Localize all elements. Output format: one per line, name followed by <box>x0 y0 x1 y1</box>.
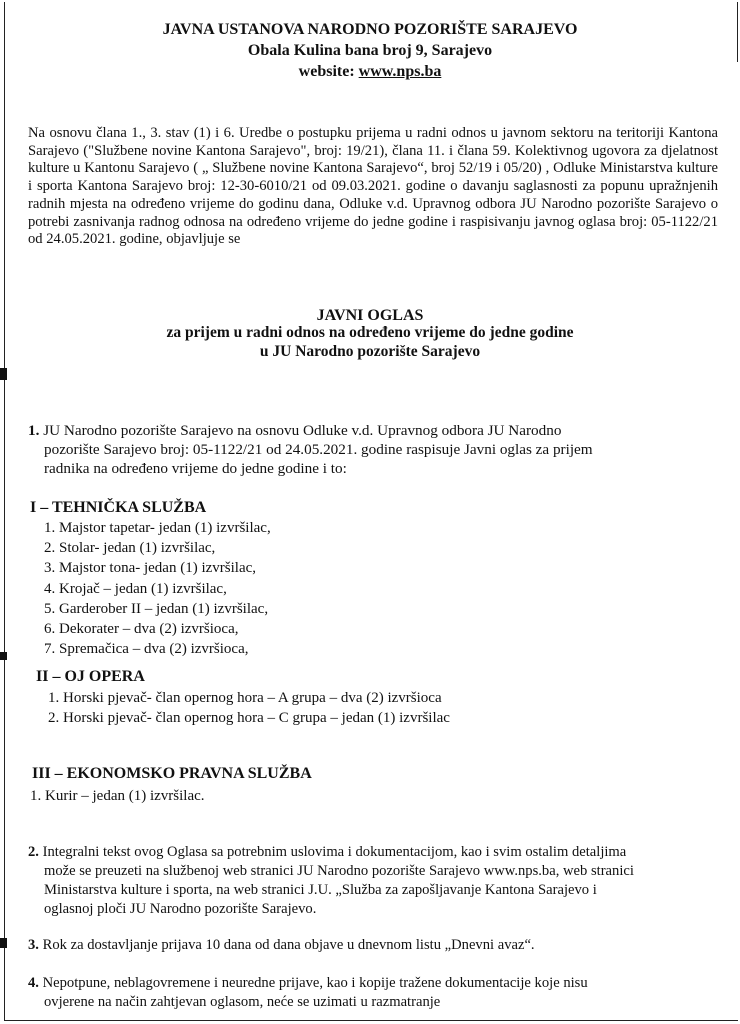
notice-subtitle-2: u JU Narodno pozorište Sarajevo <box>259 343 481 360</box>
institution-address: Obala Kulina bana broj 9, Sarajevo <box>247 42 493 59</box>
item-number: 2. <box>28 844 39 860</box>
section-title-economic-legal: III – EKONOMSKO PRAVNA SLUŽBA <box>32 765 312 782</box>
item-text: ovjerene na način zahtjevan oglasom, neće se uzimati u razmatranje <box>44 994 441 1010</box>
list-item: 1. Majstor tapetar- jedan (1) izvršilac, <box>44 520 271 536</box>
intro-paragraph: Na osnovu člana 1., 3. stav (1) i 6. Uredbe o postupku prijema u radni odnos u javnom sektoru na teritoriji Kantona Sarajevo ("Službene novine Kantona Sarajevo", broj: 19/21), člana 11. i člana 59. Kolektivnog ugovora za djelatnost kulture u Kantonu Sarajevo ( „ Službene novine Kantona Sarajevo“, broj 52/19 i 05/20) , Odluke Ministarstva kulture i sporta Kantona Sarajevo broj: 12-30-6010/21 od 09.03.2021. godine o davanju saglasnosti za popunu upražnjenih radnih mjesta na određeno vrijeme do godinu dana, Odluke v.d. Upravnog odbora JU Narodno pozorište Sarajevo o potrebi zasnivanja radnog odnosa na određeno vrijeme do jedne godine i raspisivanju javnog oglasa broj: 05-1122/21 od 24.05.2021. godine, objavljuje se <box>28 125 718 248</box>
website-label: website: <box>298 63 355 80</box>
list-item: 3. Majstor tona- jedan (1) izvršilac, <box>44 560 257 577</box>
item-text: JU Narodno pozorište Sarajevo na osnovu Odluke v.d. Upravnog odbora JU Narodno <box>43 422 562 439</box>
list-item: 5. Garderober II – jedan (1) izvršilac, <box>44 600 269 617</box>
binding-mark <box>0 938 7 948</box>
page-border-bottom <box>4 1020 738 1021</box>
item-3 <box>28 936 708 955</box>
item-text: Nepotpune, neblagovremene i neuredne prijave, kao i kopije tražene dokumentacije koje nisu <box>42 975 588 991</box>
item-text: oglasnoj ploči JU Narodno pozorište Sarajevo. <box>44 901 317 917</box>
website-link[interactable]: www.nps.ba <box>358 63 442 80</box>
binding-mark <box>0 652 7 660</box>
item-2 <box>28 843 708 919</box>
notice-title: JAVNI OGLAS <box>316 307 424 324</box>
item-4 <box>28 974 708 1012</box>
list-item: 1. Horski pjevač- član opernog hora – A grupa – dva (2) izvršioca <box>48 690 442 706</box>
item-number: 3. <box>28 937 39 953</box>
list-item: 6. Dekorater – dva (2) izvršioca, <box>44 621 239 638</box>
item-text: pozorište Sarajevo broj: 05-1122/21 od 24.05.2021. godine raspisuje Javni oglas za prijem <box>44 441 593 458</box>
list-opera <box>48 688 450 728</box>
list-technical <box>44 518 271 659</box>
list-item: 7. Spremačica – dva (2) izvršioca, <box>44 641 249 658</box>
page-border-left <box>4 2 5 1020</box>
item-number: 4. <box>28 975 39 991</box>
item-text: Rok za dostavljanje prijava 10 dana od dana objave u dnevnom listu „Dnevni avaz“. <box>42 937 535 953</box>
notice-subtitle: za prijem u radni odnos na određeno vrijeme do jedne godine <box>166 324 574 341</box>
item-text: može se preuzeti na službenoj web stranici JU Narodno pozorište Sarajevo www.nps.ba, web stranici <box>44 863 634 879</box>
list-item: 1. Kurir – jedan (1) izvršilac. <box>30 788 205 804</box>
item-text: Integralni tekst ovog Oglasa sa potrebnim uslovima i dokumentacijom, kao i svim ostalim detaljima <box>42 844 627 860</box>
section-title-technical: I – TEHNIČKA SLUŽBA <box>30 499 207 516</box>
list-item: 2. Stolar- jedan (1) izvršilac, <box>44 540 216 557</box>
list-item: 4. Krojač – jedan (1) izvršilac, <box>44 580 227 597</box>
item-number: 1. <box>28 422 40 439</box>
item-text: Ministarstva kulture i sporta, na web stranici J.U. „Služba za zapošljavanje Kantona Sarajevo i <box>44 882 597 898</box>
section-title-opera: II – OJ OPERA <box>36 668 145 685</box>
list-economic-legal <box>30 786 205 806</box>
list-item: 2. Horski pjevač- član opernog hora – C grupa – jedan (1) izvršilac <box>48 710 450 727</box>
item-1 <box>28 421 708 478</box>
binding-mark <box>0 368 7 380</box>
item-text: radnika na određeno vrijeme do jedne godine i to: <box>44 460 347 477</box>
website-line <box>0 62 740 82</box>
institution-name: JAVNA USTANOVA NARODNO POZORIŠTE SARAJEVO <box>162 21 578 38</box>
